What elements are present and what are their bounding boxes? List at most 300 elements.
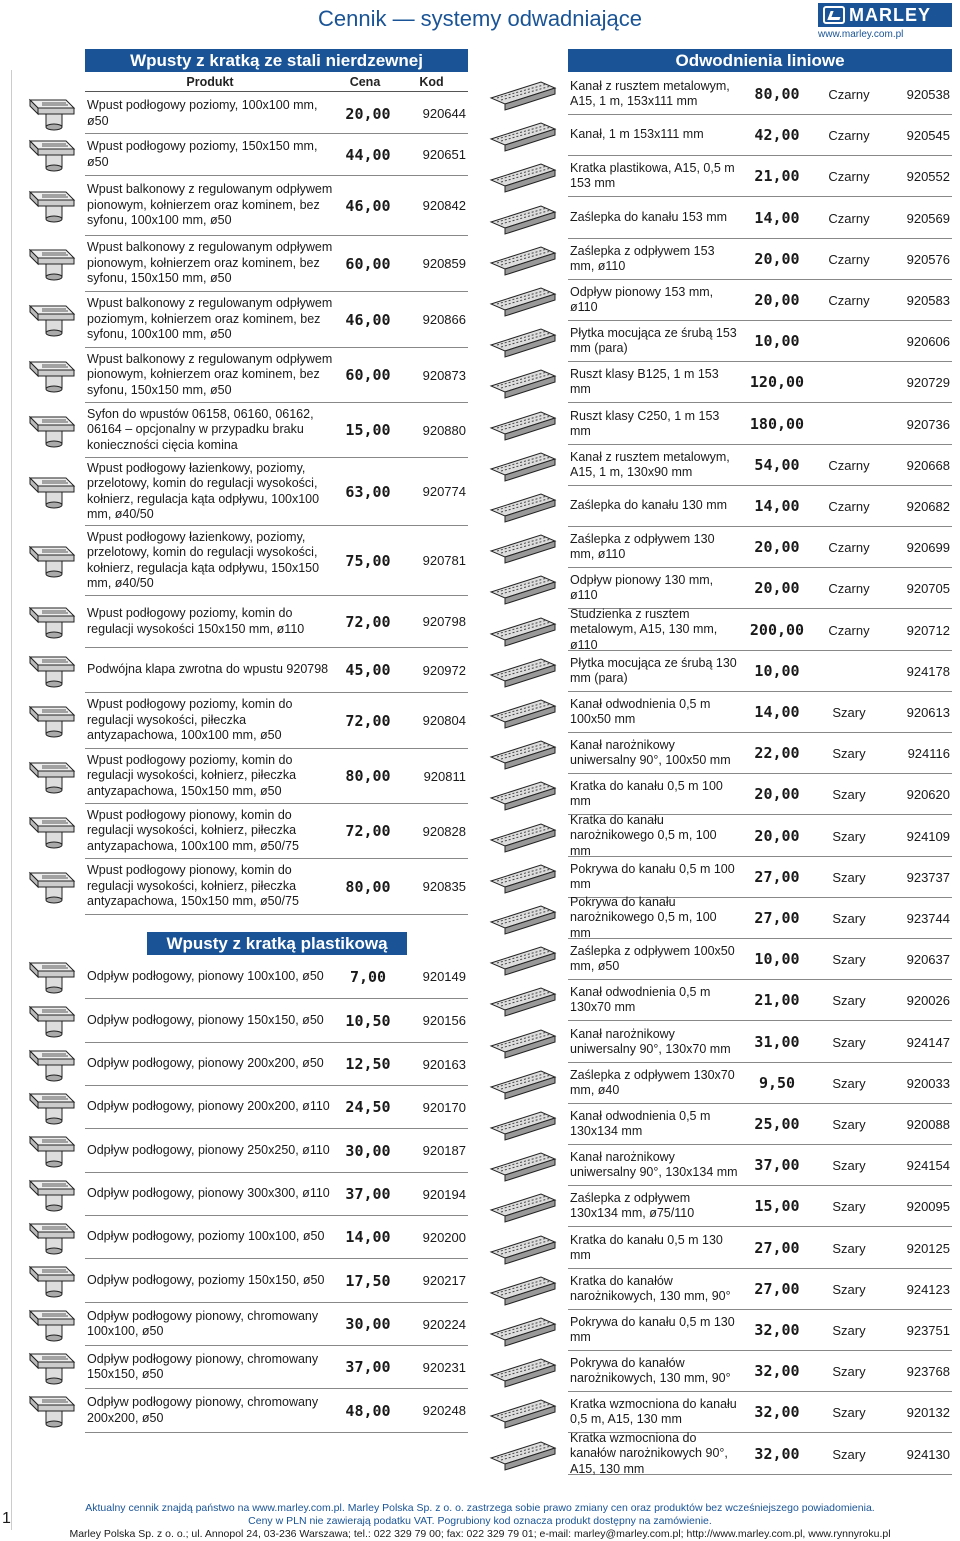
product-description: Ruszt klasy B125, 1 m 153 mm bbox=[570, 366, 719, 396]
product-description: Odpływ podłogowy, pionowy 150x150, ø50 bbox=[87, 1012, 324, 1027]
product-price: 46,00 bbox=[345, 196, 391, 215]
product-price: 32,00 bbox=[754, 1362, 800, 1380]
table-row bbox=[85, 955, 468, 999]
footer-line-1: Aktualny cennik znajdą państwo na www.marley.com.pl. Marley Polska Sp. z o. o. zastrzega sobie prawo zmiany cen oraz produktów bez wcześniejszego powiadomienia. bbox=[85, 1502, 875, 1514]
product-price: 10,50 bbox=[345, 1011, 391, 1030]
table-row bbox=[568, 1104, 952, 1145]
product-price: 20,00 bbox=[345, 104, 391, 123]
table-row bbox=[568, 156, 952, 197]
product-description: Syfon do wpustów 06158, 06160, 06162, 06164 – opcjonalny w przypadku braku konieczności cięcia komina bbox=[87, 406, 314, 452]
col-price-header: Cena bbox=[349, 75, 381, 89]
table-row bbox=[85, 348, 468, 403]
product-price: 80,00 bbox=[754, 85, 800, 103]
product-description: Wpust balkonowy z regulowanym odpływem pionowym, kołnierzem oraz kominem, bez syfonu, 150x150 mm, ø50 bbox=[87, 240, 333, 286]
channel-image-icon bbox=[487, 447, 559, 485]
product-code: 924109 bbox=[906, 828, 950, 844]
product-code: 923744 bbox=[906, 910, 950, 926]
channel-image-icon bbox=[487, 406, 559, 444]
product-description: Kanał odwodnienia 0,5 m 130x70 mm bbox=[570, 984, 711, 1014]
product-description: Wpust podłogowy łazienkowy, poziomy, przelotowy, komin do regulacji wysokości, kołnierz, regulacja kąta odpływu, 100x100 mm, ø40/50 bbox=[87, 460, 320, 521]
product-description: Kanał z rusztem metalowym, A15, 1 m, 153x111 mm bbox=[570, 78, 730, 108]
table-row bbox=[568, 1145, 952, 1186]
product-price: 75,00 bbox=[345, 551, 391, 570]
table-row bbox=[85, 292, 468, 348]
product-price: 14,00 bbox=[754, 497, 800, 515]
product-description: Studzienka z rusztem metalowym, A15, 130 mm, ø110 bbox=[570, 606, 718, 652]
product-code: 920200 bbox=[422, 1229, 466, 1245]
product-description: Odpływ podłogowy pionowy, chromowany 150x150, ø50 bbox=[87, 1351, 319, 1381]
product-color: Czarny bbox=[828, 580, 870, 596]
product-code: 920569 bbox=[906, 210, 950, 226]
product-color: Czarny bbox=[828, 622, 870, 638]
product-code: 920224 bbox=[422, 1316, 466, 1332]
channel-image-icon bbox=[487, 570, 559, 608]
table-row bbox=[568, 74, 952, 115]
product-description: Kanał narożnikowy uniwersalny 90°, 130x70 mm bbox=[570, 1026, 731, 1056]
footer-line-3: Marley Polska Sp. z o. o.; ul. Annopol 24, 03-236 Warszawa; tel.: 022 329 79 00; fax: 022 329 79 01; e-mail: marley@marley.com.pl; http://www.marley.com.pl, www.rynnyroku.pl bbox=[69, 1528, 891, 1540]
table-row bbox=[568, 980, 952, 1021]
product-color: Czarny bbox=[828, 127, 870, 143]
product-price: 20,00 bbox=[754, 579, 800, 597]
channel-image-icon bbox=[487, 818, 559, 856]
table-row bbox=[568, 939, 952, 980]
product-price: 42,00 bbox=[754, 126, 800, 144]
product-description: Zaślepka do kanału 153 mm bbox=[570, 210, 728, 225]
product-description: Odpływ pionowy 130 mm, ø110 bbox=[570, 572, 714, 602]
channel-image-icon bbox=[487, 982, 559, 1020]
product-code: 920835 bbox=[422, 879, 466, 894]
product-price: 31,00 bbox=[754, 1033, 800, 1051]
drain-image-icon bbox=[16, 1088, 82, 1128]
channel-image-icon bbox=[487, 1353, 559, 1391]
product-code: 920682 bbox=[906, 498, 950, 514]
product-color: Szary bbox=[832, 828, 866, 844]
product-code: 920606 bbox=[906, 333, 950, 349]
table-row bbox=[85, 94, 468, 134]
product-price: 15,00 bbox=[754, 1197, 800, 1215]
product-description: Kanał z rusztem metalowym, A15, 1 m, 130x90 mm bbox=[570, 449, 730, 479]
product-code: 924147 bbox=[906, 1034, 950, 1050]
product-description: Wpust balkonowy z regulowanym odpływem pionowym, kołnierzem oraz kominem, bez syfonu, 150x150 mm, ø50 bbox=[87, 351, 333, 397]
product-description: Wpust balkonowy z regulowanym odpływem poziomym, kołnierzem oraz kominem, bez syfonu, 100x100 mm, ø50 bbox=[87, 296, 333, 342]
channel-image-icon bbox=[487, 1024, 559, 1062]
drain-image-icon bbox=[16, 651, 82, 691]
product-description: Kratka wzmocniona do kanałów narożnikowych 90°, A15, 130 mm bbox=[570, 1430, 728, 1476]
product-price: 24,50 bbox=[345, 1098, 391, 1116]
product-price: 30,00 bbox=[345, 1141, 391, 1160]
product-description: Kratka plastikowa, A15, 0,5 m 153 mm bbox=[570, 160, 735, 190]
product-code: 920163 bbox=[422, 1056, 466, 1072]
product-description: Odpływ podłogowy, pionowy 100x100, ø50 bbox=[87, 968, 324, 983]
product-code: 924154 bbox=[906, 1157, 950, 1173]
channel-image-icon bbox=[487, 529, 559, 567]
product-price: 80,00 bbox=[345, 767, 391, 785]
table-row bbox=[568, 774, 952, 815]
table-row bbox=[568, 1022, 952, 1063]
table-row bbox=[85, 236, 468, 292]
product-description: Kanał narożnikowy uniwersalny 90°, 130x134 mm bbox=[570, 1149, 738, 1179]
table-row bbox=[568, 527, 952, 568]
product-description: Odpływ podłogowy, pionowy 300x300, ø110 bbox=[87, 1186, 330, 1201]
drain-image-icon bbox=[16, 541, 82, 581]
product-price: 72,00 bbox=[345, 822, 391, 840]
product-description: Odpływ podłogowy, poziomy 150x150, ø50 bbox=[87, 1272, 325, 1287]
product-price: 37,00 bbox=[754, 1156, 800, 1174]
drain-image-icon bbox=[16, 472, 82, 512]
table-row bbox=[568, 321, 952, 362]
product-code: 920095 bbox=[906, 1198, 950, 1214]
product-description: Ruszt klasy C250, 1 m 153 mm bbox=[570, 408, 720, 438]
drain-image-icon bbox=[16, 300, 82, 340]
drain-image-icon bbox=[16, 94, 82, 134]
drain-image-icon bbox=[16, 1218, 82, 1258]
product-description: Wpust podłogowy pionowy, komin do regulacji wysokości, kołnierz, piłeczka antyzapachowa, 150x150 mm, ø50/75 bbox=[87, 863, 299, 909]
product-description: Wpust podłogowy poziomy, 100x100 mm, ø50 bbox=[87, 98, 318, 128]
product-description: Zaślepka z odpływem 130 mm, ø110 bbox=[570, 531, 715, 561]
product-price: 27,00 bbox=[754, 909, 800, 927]
channel-image-icon bbox=[487, 735, 559, 773]
product-price: 12,50 bbox=[345, 1055, 391, 1073]
product-code: 920972 bbox=[422, 662, 466, 678]
product-code: 920033 bbox=[906, 1075, 950, 1091]
drain-image-icon bbox=[16, 1305, 82, 1345]
product-description: Zaślepka z odpływem 130x134 mm, ø75/110 bbox=[570, 1190, 695, 1220]
product-code: 920620 bbox=[906, 786, 950, 802]
table-row bbox=[568, 445, 952, 486]
section-title-linear: Odwodnienia liniowe bbox=[568, 49, 952, 72]
product-price: 44,00 bbox=[345, 145, 391, 164]
product-description: Zaślepka z odpływem 153 mm, ø110 bbox=[570, 243, 715, 273]
table-row bbox=[85, 749, 468, 804]
product-price: 14,00 bbox=[345, 1228, 391, 1246]
product-description: Kanał odwodnienia 0,5 m 130x134 mm bbox=[570, 1108, 711, 1138]
product-price: 21,00 bbox=[754, 167, 800, 185]
table-row bbox=[85, 1129, 468, 1173]
channel-image-icon bbox=[487, 158, 559, 196]
product-description: Odpływ podłogowy, pionowy 250x250, ø110 bbox=[87, 1142, 330, 1157]
product-price: 80,00 bbox=[345, 877, 391, 896]
table-row bbox=[568, 1351, 952, 1392]
page-title: Cennik — systemy odwadniające bbox=[317, 6, 643, 31]
col-product-header: Produkt bbox=[186, 75, 234, 89]
product-description: Odpływ podłogowy, pionowy 200x200, ø50 bbox=[87, 1056, 324, 1071]
product-code: 920538 bbox=[906, 86, 950, 102]
product-code: 920668 bbox=[906, 457, 950, 473]
drain-image-icon bbox=[16, 411, 82, 451]
table-row bbox=[85, 134, 468, 176]
product-code: 920873 bbox=[422, 367, 466, 383]
product-code: 920699 bbox=[906, 539, 950, 555]
table-row bbox=[568, 239, 952, 280]
marley-logo-icon bbox=[823, 6, 845, 24]
product-code: 924123 bbox=[906, 1281, 950, 1297]
product-description: Wpust podłogowy poziomy, komin do regulacji wysokości, piłeczka antyzapachowa, 100x100 mm, ø50 bbox=[87, 697, 293, 743]
drain-image-icon bbox=[16, 1131, 82, 1171]
product-code: 920613 bbox=[906, 704, 950, 720]
right-column bbox=[568, 49, 952, 1476]
channel-image-icon bbox=[487, 1436, 559, 1474]
drain-image-icon bbox=[16, 867, 82, 907]
table-row bbox=[85, 999, 468, 1043]
drain-image-icon bbox=[16, 135, 82, 175]
product-description: Wpust podłogowy poziomy, 150x150 mm, ø50 bbox=[87, 139, 318, 169]
drain-image-icon bbox=[16, 356, 82, 396]
product-description: Odpływ podłogowy pionowy, chromowany 200x200, ø50 bbox=[87, 1395, 319, 1425]
product-description: Wpust podłogowy łazienkowy, poziomy, przelotowy, komin do regulacji wysokości, kołnierz, regulacja kąta odpływu, 150x150 mm, ø40/50 bbox=[87, 529, 320, 590]
drain-image-icon bbox=[16, 1001, 82, 1041]
channel-image-icon bbox=[487, 364, 559, 402]
product-code: 920842 bbox=[422, 198, 466, 213]
product-color: Szary bbox=[832, 951, 866, 967]
product-code: 920736 bbox=[906, 416, 950, 432]
product-color: Szary bbox=[832, 1322, 866, 1338]
product-price: 32,00 bbox=[754, 1321, 800, 1339]
product-description: Kratka do kanału narożnikowego 0,5 m, 100 mm bbox=[570, 812, 717, 858]
channel-image-icon bbox=[487, 612, 559, 650]
product-description: Pokrywa do kanałów narożnikowych, 130 mm, 90° bbox=[570, 1355, 731, 1385]
product-code: 920576 bbox=[906, 251, 950, 267]
product-description: Kratka wzmocniona do kanału 0,5 m, A15, 130 mm bbox=[570, 1396, 737, 1426]
product-code: 920880 bbox=[422, 422, 466, 438]
product-price: 9,50 bbox=[758, 1074, 796, 1092]
product-description: Zaślepka z odpływem 130x70 mm, ø40 bbox=[570, 1067, 735, 1097]
product-description: Wpust podłogowy poziomy, komin do regulacji wysokości, kołnierz, piłeczka antyzapachowa, 150x150 mm, ø50 bbox=[87, 752, 297, 798]
product-price: 7,00 bbox=[349, 967, 387, 986]
drain-image-icon bbox=[16, 757, 82, 797]
product-code: 920194 bbox=[422, 1186, 466, 1202]
product-price: 27,00 bbox=[754, 868, 800, 886]
table-row bbox=[85, 859, 468, 915]
column-header bbox=[85, 72, 468, 92]
channel-image-icon bbox=[487, 200, 559, 238]
product-code: 920712 bbox=[906, 622, 950, 638]
product-price: 60,00 bbox=[345, 366, 391, 384]
product-color: Szary bbox=[832, 992, 866, 1008]
product-color: Szary bbox=[832, 910, 866, 926]
drain-image-icon bbox=[16, 602, 82, 642]
drain-image-icon bbox=[16, 1391, 82, 1431]
product-description: Kanał, 1 m 153x111 mm bbox=[570, 127, 704, 142]
product-description: Kanał narożnikowy uniwersalny 90°, 100x50 mm bbox=[570, 737, 731, 767]
product-price: 20,00 bbox=[754, 250, 800, 268]
product-color: Czarny bbox=[828, 292, 870, 308]
product-code: 920552 bbox=[906, 168, 950, 184]
channel-image-icon bbox=[487, 1188, 559, 1226]
product-code: 920187 bbox=[422, 1143, 466, 1158]
channel-image-icon bbox=[487, 1312, 559, 1350]
product-description: Podwójna klapa zwrotna do wpustu 920798 bbox=[87, 662, 329, 677]
product-color: Szary bbox=[832, 786, 866, 802]
section-title-stainless: Wpusty z kratką ze stali nierdzewnej bbox=[85, 49, 468, 72]
channel-image-icon bbox=[487, 1106, 559, 1144]
table-row bbox=[85, 1303, 468, 1346]
channel-image-icon bbox=[487, 776, 559, 814]
product-code: 923737 bbox=[906, 869, 950, 885]
product-price: 63,00 bbox=[345, 482, 391, 501]
channel-image-icon bbox=[487, 900, 559, 938]
table-row bbox=[568, 362, 952, 403]
product-color: Szary bbox=[832, 1198, 866, 1214]
product-description: Wpust podłogowy pionowy, komin do regulacji wysokości, kołnierz, piłeczka antyzapachowa, 100x100 mm, ø50/75 bbox=[87, 807, 299, 853]
table-row bbox=[568, 568, 952, 609]
table-row bbox=[85, 403, 468, 458]
product-description: Płytka mocująca ze śrubą 153 mm (para) bbox=[570, 325, 737, 355]
product-description: Wpust podłogowy poziomy, komin do regulacji wysokości 150x150 mm, ø110 bbox=[87, 606, 305, 636]
product-code: 920774 bbox=[422, 484, 466, 499]
table-row bbox=[85, 1216, 468, 1259]
product-description: Kratka do kanału 0,5 m 130 mm bbox=[570, 1232, 723, 1262]
table-row bbox=[568, 115, 952, 156]
product-description: Kanał odwodnienia 0,5 m 100x50 mm bbox=[570, 696, 711, 726]
product-price: 60,00 bbox=[345, 254, 391, 273]
channel-image-icon bbox=[487, 1271, 559, 1309]
product-code: 920729 bbox=[906, 374, 950, 390]
product-code: 920217 bbox=[422, 1273, 466, 1288]
product-price: 27,00 bbox=[754, 1280, 800, 1298]
table-row bbox=[568, 486, 952, 527]
product-price: 120,00 bbox=[749, 373, 805, 391]
product-price: 14,00 bbox=[754, 209, 800, 227]
product-code: 920651 bbox=[422, 147, 466, 162]
product-color: Szary bbox=[832, 1446, 866, 1462]
product-color: Szary bbox=[832, 1157, 866, 1173]
page-margin-bar bbox=[0, 70, 12, 1530]
table-row bbox=[85, 1173, 468, 1216]
drain-image-icon bbox=[16, 957, 82, 997]
product-price: 72,00 bbox=[345, 711, 391, 730]
product-code: 924116 bbox=[907, 745, 950, 761]
product-code: 920132 bbox=[906, 1404, 950, 1420]
product-code: 920149 bbox=[422, 969, 466, 984]
channel-image-icon bbox=[487, 694, 559, 732]
product-price: 48,00 bbox=[345, 1401, 391, 1420]
product-code: 920804 bbox=[422, 713, 466, 728]
product-description: Płytka mocująca ze śrubą 130 mm (para) bbox=[570, 655, 737, 685]
product-code: 920637 bbox=[906, 951, 950, 967]
product-description: Zaślepka z odpływem 100x50 mm, ø50 bbox=[570, 943, 735, 973]
product-color: Szary bbox=[832, 1404, 866, 1420]
table-row bbox=[85, 1043, 468, 1086]
product-description: Pokrywa do kanału narożnikowego 0,5 m, 100 mm bbox=[570, 894, 717, 940]
table-row bbox=[568, 1228, 952, 1269]
product-price: 22,00 bbox=[754, 744, 800, 762]
brand-name: MARLEY bbox=[849, 4, 931, 25]
drain-image-icon bbox=[16, 186, 82, 226]
product-description: Pokrywa do kanału 0,5 m 130 mm bbox=[570, 1314, 735, 1344]
product-price: 27,00 bbox=[754, 1239, 800, 1257]
product-price: 45,00 bbox=[345, 661, 391, 679]
product-price: 21,00 bbox=[754, 991, 800, 1009]
footer-line-2: Ceny w PLN nie zawierają podatku VAT. Pogrubiony kod oznacza produkt dostępny na zamówienie. bbox=[248, 1515, 712, 1527]
drain-image-icon bbox=[16, 1175, 82, 1215]
page-number: 1 bbox=[2, 1510, 11, 1527]
channel-image-icon bbox=[487, 653, 559, 691]
product-code: 920705 bbox=[906, 580, 950, 596]
product-color: Czarny bbox=[828, 86, 870, 102]
product-code: 920828 bbox=[422, 823, 466, 839]
product-color: Czarny bbox=[828, 168, 870, 184]
channel-image-icon bbox=[487, 241, 559, 279]
table-row bbox=[568, 1392, 952, 1433]
table-row bbox=[85, 526, 468, 596]
product-code: 920545 bbox=[906, 127, 950, 143]
section-title-plastic: Wpusty z kratką plastikową bbox=[147, 932, 407, 955]
table-row bbox=[85, 1086, 468, 1129]
product-color: Czarny bbox=[828, 251, 870, 267]
product-code: 923751 bbox=[906, 1322, 950, 1338]
product-code: 920859 bbox=[422, 256, 466, 271]
product-description: Kratka do kanałów narożnikowych, 130 mm, 90° bbox=[570, 1273, 731, 1303]
product-code: 924178 bbox=[906, 663, 950, 679]
product-price: 14,00 bbox=[754, 703, 800, 721]
product-color: Szary bbox=[832, 1281, 866, 1297]
channel-image-icon bbox=[487, 76, 559, 114]
product-code: 920156 bbox=[422, 1013, 466, 1028]
table-row bbox=[568, 894, 952, 940]
product-price: 54,00 bbox=[754, 456, 800, 474]
product-price: 37,00 bbox=[345, 1358, 391, 1376]
product-code: 920248 bbox=[422, 1403, 466, 1418]
product-code: 920811 bbox=[423, 768, 466, 784]
product-price: 180,00 bbox=[749, 415, 805, 433]
channel-image-icon bbox=[487, 488, 559, 526]
table-row bbox=[85, 648, 468, 693]
product-color: Szary bbox=[832, 1363, 866, 1379]
product-code: 924130 bbox=[906, 1446, 950, 1462]
product-color: Czarny bbox=[828, 210, 870, 226]
product-code: 920866 bbox=[422, 312, 466, 327]
product-price: 30,00 bbox=[345, 1315, 391, 1333]
product-code: 920125 bbox=[906, 1240, 950, 1256]
product-price: 32,00 bbox=[754, 1445, 800, 1463]
product-description: Odpływ podłogowy, poziomy 100x100, ø50 bbox=[87, 1229, 325, 1244]
drain-image-icon bbox=[16, 812, 82, 852]
product-description: Wpust balkonowy z regulowanym odpływem pionowym, kołnierzem oraz kominem, bez syfonu, 100x100 mm, ø50 bbox=[87, 182, 333, 228]
table-row bbox=[568, 1269, 952, 1310]
table-row bbox=[85, 693, 468, 749]
drain-image-icon bbox=[16, 1348, 82, 1388]
product-description: Odpływ pionowy 153 mm, ø110 bbox=[570, 284, 714, 314]
product-color: Szary bbox=[832, 1240, 866, 1256]
product-code: 920170 bbox=[422, 1099, 466, 1115]
table-row bbox=[568, 651, 952, 692]
product-price: 20,00 bbox=[754, 538, 800, 556]
product-description: Pokrywa do kanału 0,5 m 100 mm bbox=[570, 861, 735, 891]
product-price: 200,00 bbox=[749, 621, 805, 639]
product-price: 17,50 bbox=[345, 1271, 391, 1290]
brand-url[interactable]: www.marley.com.pl bbox=[818, 29, 904, 40]
drain-image-icon bbox=[16, 1045, 82, 1085]
channel-image-icon bbox=[487, 859, 559, 897]
product-description: Odpływ podłogowy, pionowy 200x200, ø110 bbox=[87, 1099, 330, 1114]
product-color: Czarny bbox=[828, 498, 870, 514]
table-row bbox=[568, 733, 952, 774]
table-row bbox=[85, 1389, 468, 1433]
channel-image-icon bbox=[487, 1230, 559, 1268]
product-color: Czarny bbox=[828, 539, 870, 555]
product-description: Zaślepka do kanału 130 mm bbox=[570, 498, 728, 513]
product-price: 20,00 bbox=[754, 291, 800, 309]
product-price: 25,00 bbox=[754, 1115, 800, 1133]
table-row bbox=[568, 404, 952, 445]
product-color: Szary bbox=[832, 704, 866, 720]
product-price: 46,00 bbox=[345, 310, 391, 329]
channel-image-icon bbox=[487, 1065, 559, 1103]
product-code: 920781 bbox=[422, 553, 466, 568]
product-code: 920798 bbox=[422, 614, 466, 629]
drain-image-icon bbox=[16, 1261, 82, 1301]
product-code: 920026 bbox=[906, 992, 950, 1008]
